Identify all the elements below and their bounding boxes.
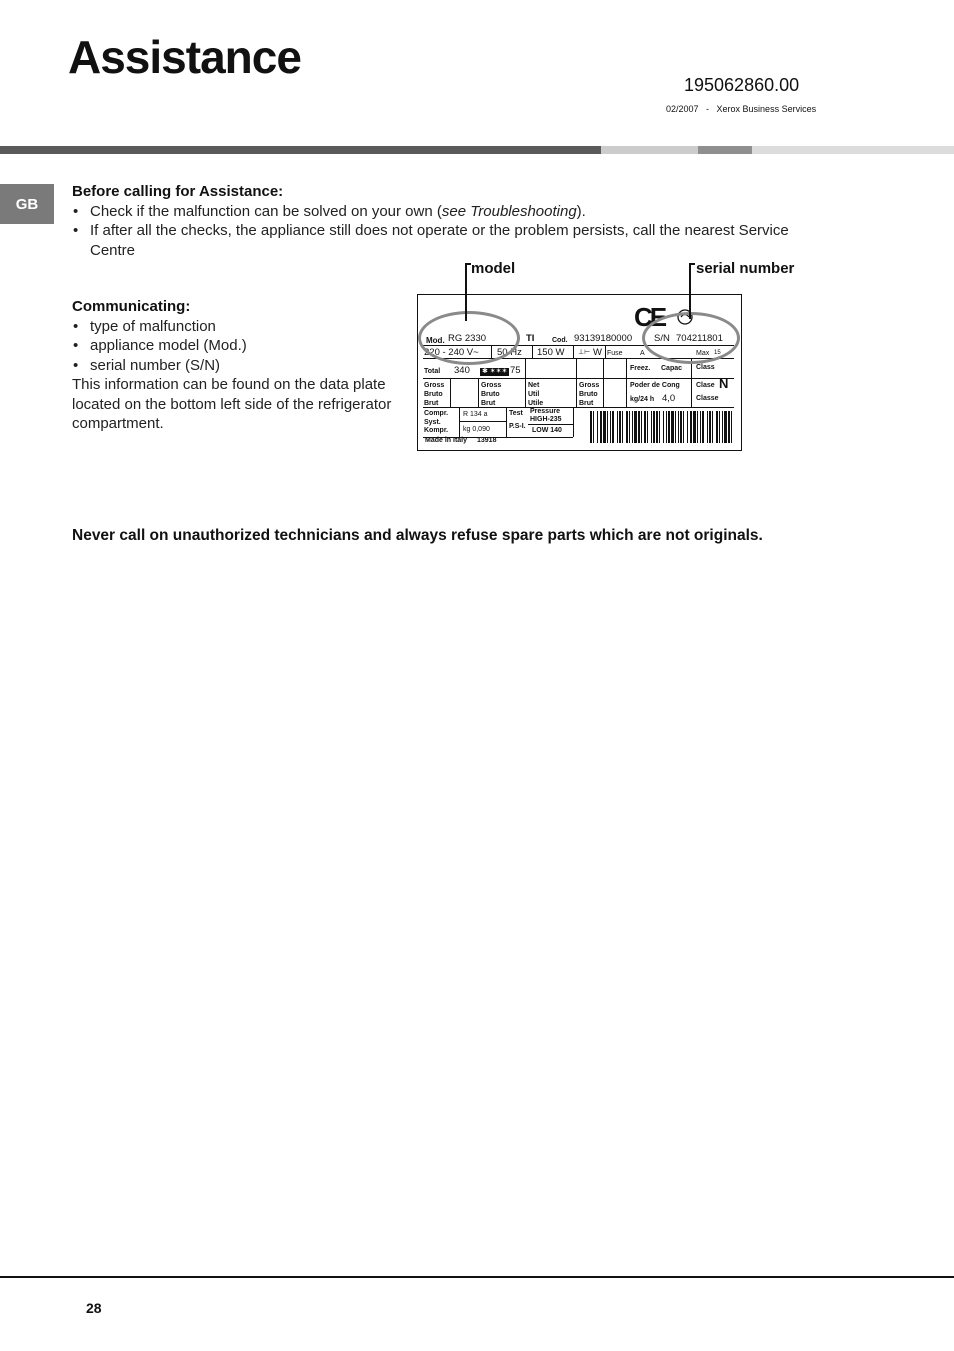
gross-label (579, 381, 599, 408)
plate-rule (459, 421, 506, 422)
list-item: • serial number (S/N) (72, 356, 402, 376)
before-calling-list (72, 202, 802, 261)
barcode (590, 411, 735, 443)
plate-rule (573, 345, 574, 358)
class-label: Class (696, 364, 715, 371)
compr-line: Compr. (424, 410, 449, 417)
plate-rule (423, 378, 734, 379)
star-value: 75 (510, 365, 521, 376)
serial-leader-line (689, 263, 691, 319)
model-highlight-ring (418, 311, 520, 365)
header-bar-dark (0, 146, 601, 154)
barcode-bar (622, 411, 623, 443)
freezing-capacity-value: 4,0 (662, 393, 676, 404)
plate-rule (478, 378, 479, 407)
pressure-label: Pressure (530, 408, 560, 415)
defrost-watt-unit: W (593, 347, 602, 358)
low-pressure-value: LOW 140 (532, 427, 562, 434)
barcode-bar (653, 411, 655, 443)
freez-label: Freez. (630, 365, 651, 372)
barcode-bar (617, 411, 618, 443)
plate-rule (525, 358, 526, 407)
data-plate-note: This information can be found on the data plate located on the bottom left side of the refrigerator compartment. (72, 376, 392, 432)
barcode-bar (656, 411, 658, 443)
amps-unit: A (640, 350, 645, 357)
model-leader-line (465, 263, 467, 321)
barcode-bar (719, 411, 720, 443)
refrigerant-value: R 134 a (463, 411, 488, 418)
barcode-bar (590, 411, 592, 443)
document-meta: 02/2007 - Xerox Business Services (666, 104, 817, 114)
barcode-bar (593, 411, 594, 443)
plate-rule (603, 358, 604, 407)
list-item (72, 221, 802, 260)
barcode-bar (610, 411, 611, 443)
gross-en: Gross (481, 382, 502, 389)
gross-fr: Brut (579, 400, 594, 407)
max-label: Max (696, 350, 710, 357)
frequency-value: 50 Hz (497, 347, 522, 358)
gross-es: Bruto (424, 391, 443, 398)
list-item-text: ). (576, 202, 586, 220)
clase-label: Clase (696, 382, 715, 389)
gross-es: Bruto (579, 391, 598, 398)
net-fr: Utile (528, 400, 544, 407)
psi-label: P.S-I. (509, 423, 526, 430)
barcode-bar (693, 411, 696, 443)
troubleshooting-reference: see Troubleshooting (441, 202, 577, 220)
plate-rule (450, 378, 451, 407)
barcode-bar (597, 411, 598, 443)
footer-rule (0, 1276, 954, 1278)
barcode-bar (603, 411, 606, 443)
plate-rule (605, 345, 606, 358)
serial-number-value: 704211801 (676, 333, 723, 344)
barcode-bar (668, 411, 670, 443)
barcode-bar (619, 411, 621, 443)
barcode-bar (700, 411, 701, 443)
capac-label: Capac (661, 365, 683, 372)
gross-label (424, 381, 450, 408)
communicating-list (72, 317, 402, 376)
gross-en: Gross (579, 382, 600, 389)
model-value: RG 2330 (448, 333, 487, 344)
header-bar-light (601, 146, 698, 154)
barcode-bar (641, 411, 642, 443)
barcode-bar (724, 411, 727, 443)
total-value: 340 (454, 365, 470, 376)
gross-es: Bruto (481, 391, 500, 398)
barcode-bar (702, 411, 704, 443)
sn-label: S/N (654, 333, 670, 344)
barcode-bar (659, 411, 660, 443)
barcode-bar (709, 411, 711, 443)
plate-rule (576, 358, 577, 407)
net-label (528, 381, 543, 408)
gross-fr: Brut (424, 400, 439, 407)
barcode-bar (647, 411, 648, 443)
warning-text: Never call on unauthorized technicians and always refuse spare parts which are not originals. (72, 527, 763, 544)
barcode-bar (690, 411, 692, 443)
barcode-bar (728, 411, 730, 443)
climate-class-value: N (719, 376, 729, 391)
barcode-bar (671, 411, 674, 443)
mod-label: Mod. (426, 336, 445, 345)
serial-highlight-ring (642, 312, 740, 364)
header-bar-lighter (752, 146, 954, 154)
plate-callouts (416, 258, 816, 288)
refrigerant-charge-value: kg 0,090 (463, 426, 490, 433)
ti-value: TI (526, 333, 535, 344)
before-calling-heading: Before calling for Assistance: (72, 183, 284, 200)
page-title: Assistance (68, 31, 301, 83)
high-pressure-value: HIGH-235 (530, 416, 562, 423)
barcode-bar (678, 411, 679, 443)
cod-label: Cod. (552, 337, 568, 344)
compr-line: Syst. (424, 418, 441, 426)
serial-leader-tick (689, 263, 695, 265)
kg24h-label: kg/24 h (630, 396, 655, 403)
max-value: 15 (714, 350, 721, 356)
barcode-bar (634, 411, 637, 443)
gross-en: Gross (424, 382, 445, 389)
list-item-text: Check if the malfunction can be solved on your own ( (90, 202, 442, 220)
list-item: • type of malfunction (72, 317, 402, 337)
net-en: Net (528, 382, 540, 389)
barcode-bar (632, 411, 633, 443)
classe-label: Classe (696, 395, 719, 402)
poder-label: Poder de Cong (630, 382, 680, 389)
barcode-bar (638, 411, 640, 443)
barcode-bar (626, 411, 628, 443)
serial-number-callout-label: serial number (696, 260, 795, 277)
list-item (72, 202, 802, 222)
barcode-bar (675, 411, 676, 443)
page-number: 28 (86, 1300, 102, 1316)
defrost-icon: ⊥⊢ (578, 349, 591, 356)
gross-fr: Brut (481, 400, 496, 407)
barcode-bar (680, 411, 682, 443)
net-es: Util (528, 391, 540, 398)
barcode-bar (731, 411, 732, 443)
freezer-star-icon: ✱ ✶✶✶ (482, 368, 508, 375)
model-leader-tick (465, 263, 471, 265)
barcode-bar (612, 411, 614, 443)
test-label: Test (509, 410, 523, 417)
barcode-bar (722, 411, 723, 443)
before-calling-section (72, 182, 802, 260)
fuse-label: Fuse (607, 350, 623, 357)
barcode-bar (707, 411, 708, 443)
barcode-bar (651, 411, 652, 443)
gross-label (481, 381, 501, 408)
barcode-bar (697, 411, 698, 443)
barcode-bar (644, 411, 646, 443)
plate-rule (573, 407, 574, 437)
power-value: 150 W (537, 347, 565, 358)
list-item-text: If after all the checks, the appliance still does not operate or the problem persists, call the nearest Service Centre (90, 222, 789, 259)
plate-rule (528, 424, 573, 425)
document-code: 195062860.00 (684, 75, 800, 95)
list-item: • appliance model (Mod.) (72, 336, 402, 356)
header-bar-mid (698, 146, 752, 154)
barcode-bar (716, 411, 718, 443)
voltage-value: 220 - 240 V~ (424, 347, 479, 358)
total-label: Total (424, 368, 441, 375)
barcode-bar (687, 411, 688, 443)
barcode-bar (663, 411, 664, 443)
barcode-bar (629, 411, 630, 443)
communicating-heading: Communicating: (72, 298, 191, 315)
compressor-label (424, 410, 448, 436)
barcode-bar (666, 411, 667, 443)
barcode-bar (712, 411, 713, 443)
plate-rule (459, 407, 460, 437)
barcode-bar (600, 411, 602, 443)
ce-mark: CE (634, 302, 665, 332)
plate-rule (506, 407, 507, 437)
made-code: 13918 (477, 437, 497, 444)
made-in-label: Made in Italy (425, 437, 468, 444)
language-tab: GB (0, 184, 54, 224)
barcode-bar (607, 411, 608, 443)
plate-rule (691, 358, 692, 407)
cod-value: 93139180000 (574, 333, 633, 344)
model-callout-label: model (471, 260, 516, 277)
plate-rule (626, 358, 627, 407)
communicating-section (72, 297, 402, 434)
barcode-bar (683, 411, 684, 443)
plate-rule (532, 345, 533, 358)
compr-line: Kompr. (424, 427, 449, 434)
